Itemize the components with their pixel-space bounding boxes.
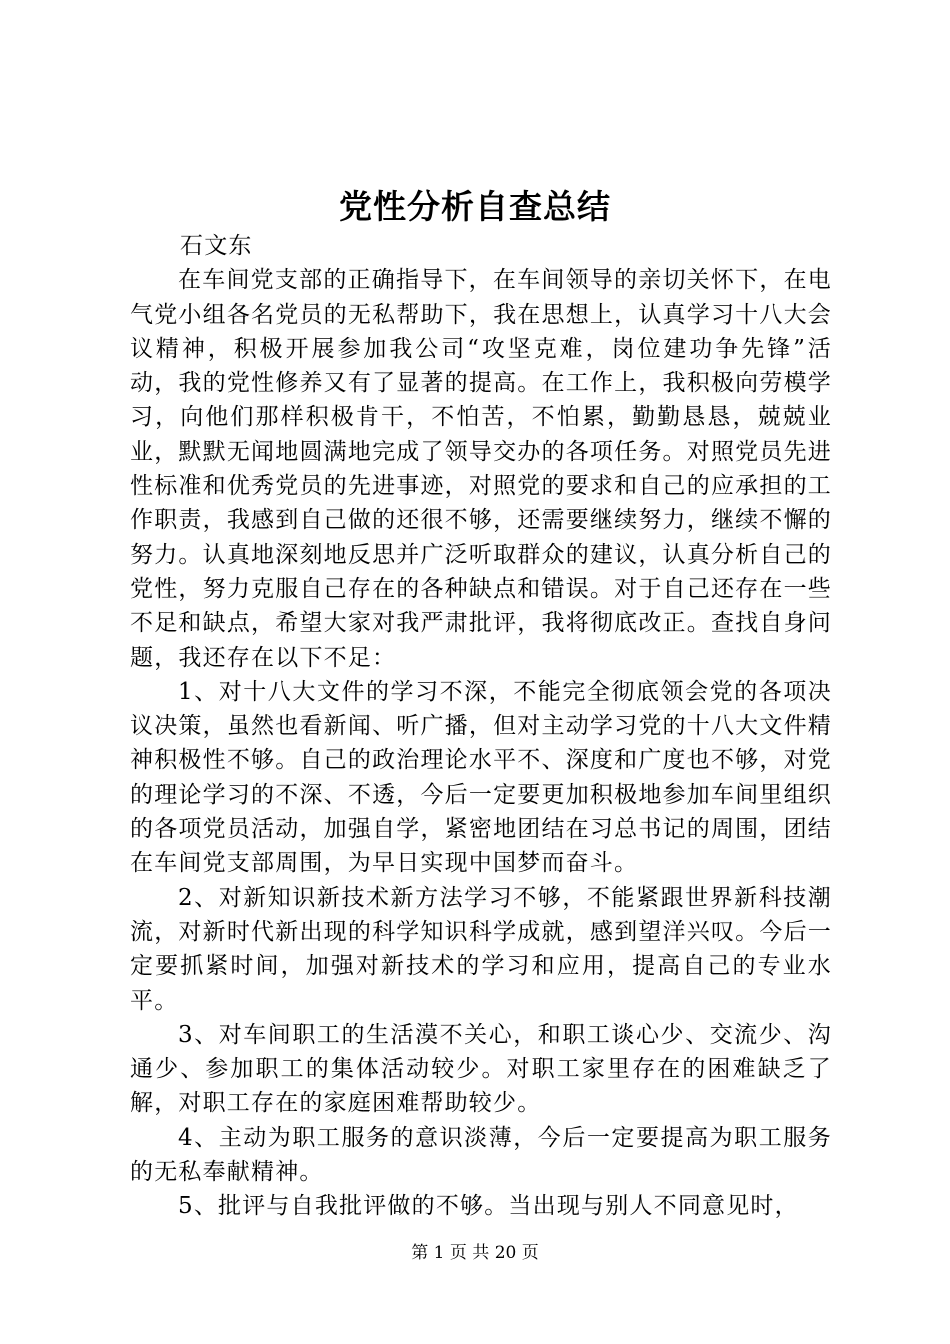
paragraph-item-2: 2、对新知识新技术新方法学习不够，不能紧跟世界新科技潮流，对新时代新出现的科学知识科学成就，感到望洋兴叹。今后一定要抓紧时间，加强对新技术的学习和应用，提高自己的专业水平。 xyxy=(130,884,832,1014)
paragraph-item-4: 4、主动为职工服务的意识淡薄，今后一定要提高为职工服务的无私奉献精神。 xyxy=(130,1124,832,1186)
paragraph-item-3: 3、对车间职工的生活漠不关心，和职工谈心少、交流少、沟通少、参加职工的集体活动较少。对职工家里存在的困难缺乏了解，对职工存在的家庭困难帮助较少。 xyxy=(130,1021,832,1117)
document-title: 党性分析自查总结 xyxy=(339,187,611,226)
paragraph-intro: 在车间党支部的正确指导下，在车间领导的亲切关怀下，在电气党小组各名党员的无私帮助下，我在思想上，认真学习十八大会议精神，积极开展参加我公司“攻坚克难，岗位建功争先锋”活动，我的党性修养又有了显著的提高。在工作上，我积极向劳模学习，向他们那样积极肯干，不怕苦，不怕累，勤勤恳恳，兢兢业业，默默无闻地圆满地完成了领导交办的各项任务。对照党员先进性标准和优秀党员的先进事迹，对照党的要求和自己的应承担的工作职责，我感到自己做的还很不够，还需要继续努力，继续不懈的努力。认真地深刻地反思并广泛听取群众的建议，认真分析自己的党性，努力克服自己存在的各种缺点和错误。对于自己还存在一些不足和缺点，希望大家对我严肃批评，我将彻底改正。查找自身问题，我还存在以下不足： xyxy=(130,267,832,671)
paragraph-item-1: 1、对十八大文件的学习不深，不能完全彻底领会党的各项决议决策，虽然也看新闻、听广播，但对主动学习党的十八大文件精神积极性不够。自己的政治理论水平不、深度和广度也不够，对党的理论学习的不深、不透，今后一定要更加积极地参加车间里组织的各项党员活动，加强自学，紧密地团结在习总书记的周围，团结在车间党支部周围，为早日实现中国梦而奋斗。 xyxy=(130,678,832,877)
author-name: 石文东 xyxy=(180,233,253,259)
document-body xyxy=(130,229,832,1224)
page-footer: 第 1 页 共 20 页 xyxy=(411,1243,539,1263)
paragraph-item-5: 5、批评与自我批评做的不够。当出现与别人不同意见时， xyxy=(178,1193,799,1220)
